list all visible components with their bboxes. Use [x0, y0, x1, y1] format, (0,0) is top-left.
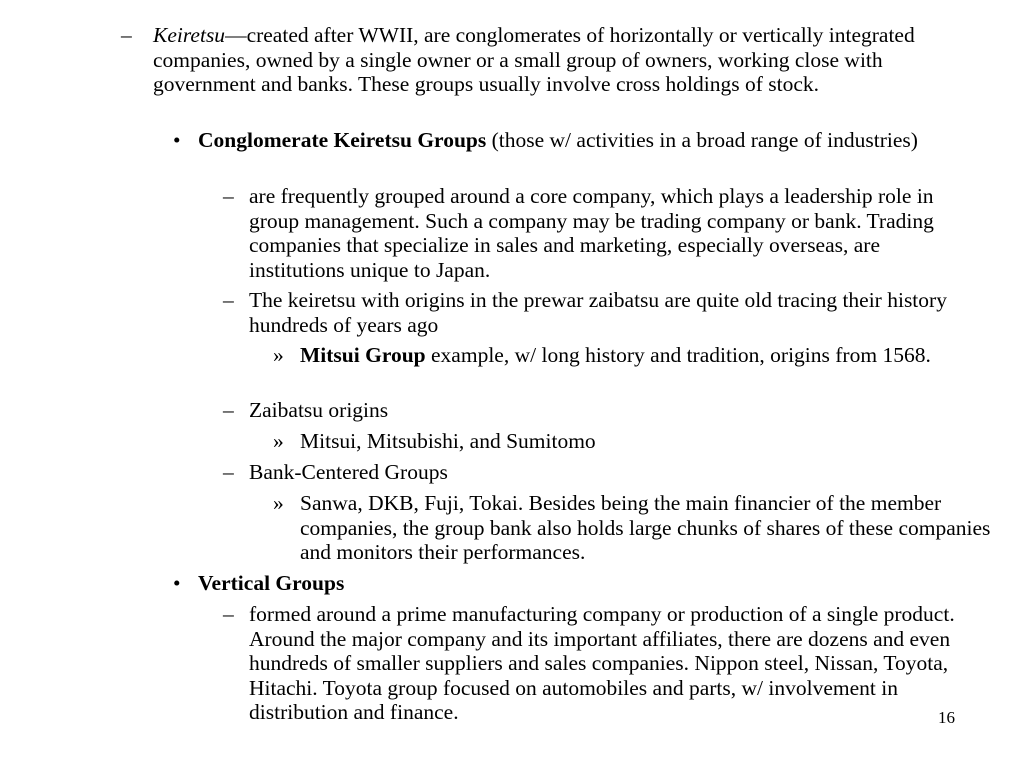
prewar-zaibatsu-item	[223, 288, 979, 337]
mitsui-group-item	[273, 343, 995, 368]
keiretsu-term: Keiretsu	[153, 23, 226, 47]
conglomerate-keiretsu-description: (those w/ activities in a broad range of industries)	[486, 128, 918, 152]
dash-marker: –	[223, 288, 234, 312]
zaibatsu-origins-item	[223, 398, 979, 423]
zaibatsu-examples-item	[273, 429, 995, 454]
item-text: formed around a prime manufacturing company or production of a single product. Around the major company and its important affiliates, there are dozens and even hundreds of smaller suppliers and sales companies. Nippon steel, Nissan, Toyota, Hitachi. Toyota group focused on automobiles and parts, w/ involvement in distribution and finance.	[249, 602, 955, 724]
bank-centered-groups-item	[223, 460, 979, 485]
item-text	[198, 571, 973, 596]
dash-marker: –	[223, 602, 234, 626]
item-text: are frequently grouped around a core company, which plays a leadership role in group management. Such a company may be trading company or bank. Trading companies that specialize in sales and marketing, especially overseas, are institutions unique to Japan.	[249, 184, 934, 282]
conglomerate-keiretsu-item	[173, 128, 973, 153]
vertical-groups-item	[173, 571, 973, 596]
conglomerate-keiretsu-term: Conglomerate Keiretsu Groups	[198, 128, 487, 152]
item-text: Zaibatsu origins	[249, 398, 389, 422]
bullet-marker: •	[173, 128, 181, 152]
keiretsu-definition-item	[121, 23, 973, 97]
dash-marker: –	[223, 398, 234, 422]
double-chevron-marker: »	[273, 429, 284, 453]
dash-marker: –	[121, 23, 132, 47]
bank-examples-item	[273, 491, 995, 565]
item-text: Mitsui, Mitsubishi, and Sumitomo	[300, 429, 596, 453]
double-chevron-marker: »	[273, 343, 284, 367]
bullet-marker: •	[173, 571, 181, 595]
dash-marker: –	[223, 184, 234, 208]
vertical-groups-term: Vertical Groups	[198, 571, 345, 595]
item-text	[153, 23, 973, 97]
keiretsu-description: —created after WWII, are conglomerates of horizontally or vertically integrated companies, owned by a single owner or a small group of owners, working close with government and banks. These groups usually involve cross holdings of stock.	[153, 23, 915, 96]
item-text: The keiretsu with origins in the prewar zaibatsu are quite old tracing their history hundreds of years ago	[249, 288, 947, 337]
mitsui-group-term: Mitsui Group	[300, 343, 426, 367]
core-company-item	[223, 184, 979, 282]
dash-marker: –	[223, 460, 234, 484]
item-text: Bank-Centered Groups	[249, 460, 448, 484]
vertical-groups-detail-item	[223, 602, 979, 725]
page-number: 16	[938, 708, 955, 727]
mitsui-group-description: example, w/ long history and tradition, origins from 1568.	[425, 343, 931, 367]
item-text	[198, 128, 973, 153]
double-chevron-marker: »	[273, 491, 284, 515]
item-text	[300, 343, 995, 368]
item-text: Sanwa, DKB, Fuji, Tokai. Besides being the main financier of the member companies, the group bank also holds large chunks of shares of these companies and monitors their performances.	[300, 491, 991, 564]
